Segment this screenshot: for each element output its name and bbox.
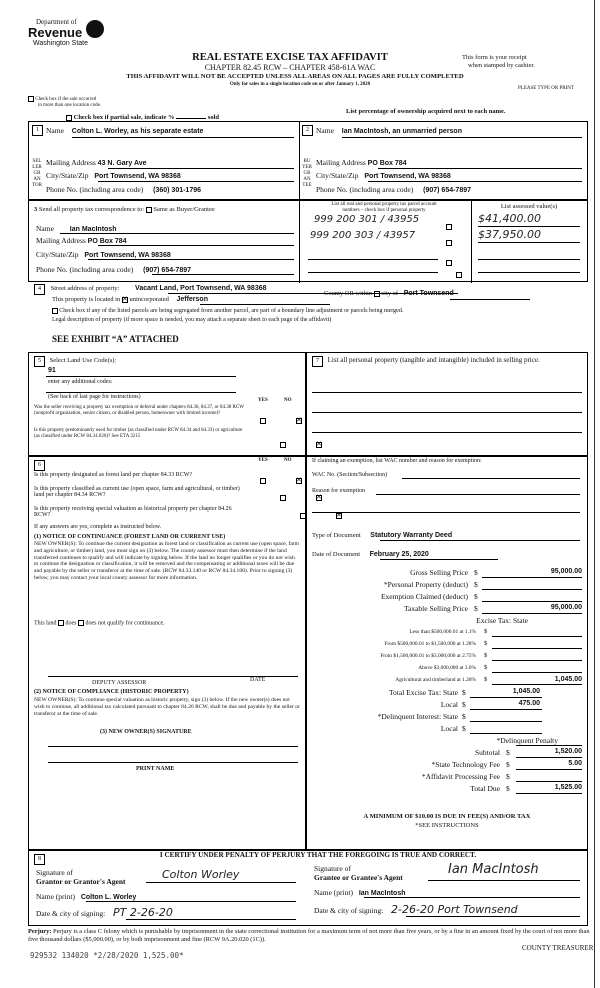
buyer-mailing: PO Box 784 bbox=[367, 160, 407, 167]
tax-label: Exemption Claimed (deduct) bbox=[380, 592, 468, 601]
bracket-label: Less than $500,000.01 at 1.1% bbox=[409, 629, 476, 635]
does-checkbox[interactable] bbox=[58, 620, 64, 626]
date-label: DATE bbox=[250, 677, 266, 683]
tax-row bbox=[306, 604, 588, 616]
bracket-row bbox=[306, 676, 588, 687]
city-of-label: city of bbox=[381, 290, 399, 297]
continuance-title: (1) NOTICE OF CONTINUANCE (FOREST LAND OR CURRENT USE) bbox=[34, 534, 226, 540]
perjury-text: Perjury is a class C felony which is punishable by imprisonment in the state correctional institution for a maximum term of not more than five years, or by a fine in an amount fixed by the court of not more than five thousand dollars ($5,000.00), or by both imprisonment and fine (RCW 9A.20.020 (1C)). bbox=[28, 928, 590, 943]
total-row bbox=[306, 724, 588, 736]
total-label: Local bbox=[440, 724, 458, 733]
yes-header: YES bbox=[258, 458, 268, 463]
forest-yes-checkbox[interactable] bbox=[260, 478, 266, 484]
name-left-label: Name (print) bbox=[36, 892, 75, 901]
receipt-note-1: This form is your receipt bbox=[462, 54, 527, 61]
bracket-row bbox=[306, 664, 588, 675]
bracket-currency: $ bbox=[484, 628, 488, 635]
same-as-buyer-label: Same as Buyer/Grantee bbox=[153, 206, 215, 213]
bracket-currency: $ bbox=[484, 640, 488, 647]
assessed-value: $37,950.00 bbox=[478, 228, 541, 241]
continuance-text: NEW OWNER(S): To continue the current designation as forest land or classification as current use (open space, farm and agriculture, or timber) land, you must sign on (3) below. The county assessor must then determine if the land transferred continues to qualify and will indicate by signing below. If the land no longer qualifies or you do not wish to continue the designation or classification, it will be removed and the compensating or additional taxes will be due and payable by the seller or transferor at the time of sale. (RCW 84.33.140 or RCW 84.34.108). Prior to signing (3) below, you may contact your local county assessor for more information. bbox=[34, 541, 300, 581]
buyer-phone: (907) 654-7897 bbox=[423, 187, 472, 194]
compliance-text: NEW OWNER(S): To continue special valuation as historic property, sign (3) below. If the new owner(s) does not wish to continue, all additional tax calculated pursuant to chapter 84.26 RCW, shall be due and payable by the seller or transferor at the time of sale. bbox=[34, 697, 300, 717]
date-right-label: Date & city of signing: bbox=[314, 906, 384, 915]
q2-yes-checkbox[interactable] bbox=[280, 442, 286, 448]
same-as-buyer-checkbox[interactable] bbox=[146, 207, 152, 213]
seller-name-label: Name bbox=[46, 126, 64, 135]
section-number: 5 bbox=[34, 356, 45, 367]
corr-phone: (907) 654-7897 bbox=[143, 267, 192, 274]
no-header: NO bbox=[284, 398, 292, 403]
no-header: NO bbox=[284, 458, 292, 463]
perjury-notice bbox=[28, 928, 590, 943]
bracket-label: From $1,500,000.01 to $3,000,000 at 2.75% bbox=[380, 653, 476, 659]
bracket-currency: $ bbox=[484, 652, 488, 659]
bracket-currency: $ bbox=[484, 664, 488, 671]
personal-property-checkbox[interactable] bbox=[456, 272, 462, 278]
seller-city-label: City/State/Zip bbox=[46, 171, 89, 180]
tax-label: *Personal Property (deduct) bbox=[383, 580, 468, 589]
tax-label: Taxable Selling Price bbox=[403, 604, 468, 613]
partial-sale-check: Check box if partial sale, indicate % sold bbox=[66, 114, 219, 122]
total-currency: $ bbox=[462, 712, 466, 721]
total-label: Total Excise Tax: State bbox=[388, 688, 458, 697]
multi-loc-check: Check box if the sale occurred in more than one location code. bbox=[28, 96, 101, 109]
total-row bbox=[306, 760, 588, 772]
section5 bbox=[28, 352, 306, 456]
doc-type-label: Type of Document bbox=[312, 532, 361, 539]
buyer-city-label: City/State/Zip bbox=[316, 171, 359, 180]
section-number: 7 bbox=[312, 356, 323, 367]
land-use-label: Select Land Use Code(s): bbox=[49, 357, 117, 364]
parcel-row bbox=[300, 230, 588, 244]
total-label: Total Due bbox=[470, 784, 500, 793]
total-label: *Delinquent Interest: State bbox=[377, 712, 458, 721]
total-label: *Affidavit Processing Fee bbox=[421, 772, 500, 781]
grantor-print-name: Colton L. Worley bbox=[80, 894, 137, 901]
grantee-signature: Ian MacIntosh bbox=[448, 862, 539, 877]
total-value: 1,520.00 bbox=[554, 748, 582, 755]
bracket-currency: $ bbox=[484, 676, 488, 683]
forest-no-checkbox[interactable] bbox=[296, 478, 302, 484]
exemption-label: If claiming an exemption, list WAC number and reason for exemption: bbox=[312, 458, 482, 464]
exemption-question: Was the seller receiving a property tax exemption or deferral under chapters 84.36, 84.37, or 84.38 RCW (nonprofit organization, senior citizen, or disabled person, homeowner with limited income)? bbox=[34, 405, 244, 416]
total-currency: $ bbox=[462, 688, 466, 697]
section6 bbox=[28, 456, 306, 850]
grantee-date-city: 2-26-20 Port Townsend bbox=[391, 903, 518, 916]
personal-property-label: List all personal property (tangible and intangible) included in selling price. bbox=[327, 356, 540, 364]
corr-name-label: Name bbox=[36, 224, 54, 233]
segregated-label: Check box if any of the listed parcels are being segregated from another parcel, are part of a boundary line adjustment or parcels being merged. bbox=[59, 308, 404, 315]
city-of-checkbox[interactable] bbox=[374, 291, 380, 297]
yes-header: YES bbox=[258, 398, 268, 403]
section-number: 3 bbox=[34, 206, 38, 213]
tax-row bbox=[306, 592, 588, 604]
total-row bbox=[306, 784, 588, 796]
seller-mailing: 43 N. Gary Ave bbox=[97, 160, 147, 167]
buyer-name-label: Name bbox=[316, 126, 334, 135]
unincorporated-checkbox[interactable] bbox=[122, 297, 128, 303]
buyer-phone-label: Phone No. (including area code) bbox=[316, 185, 414, 194]
see-instructions: *SEE INSTRUCTIONS bbox=[415, 822, 479, 829]
see-back-note: (See back of last page for instructions) bbox=[48, 394, 141, 400]
dept-line1: Department of bbox=[36, 18, 77, 26]
seller-phone-label: Phone No. (including area code) bbox=[46, 185, 144, 194]
doc-type: Statutory Warranty Deed bbox=[370, 532, 453, 539]
corr-phone-label: Phone No. (including area code) bbox=[36, 265, 134, 274]
total-row bbox=[306, 712, 588, 724]
section-number: 4 bbox=[34, 284, 45, 295]
doc-date: February 25, 2020 bbox=[369, 551, 429, 558]
see-exhibit: SEE EXHIBIT “A” ATTACHED bbox=[52, 334, 179, 344]
section-number: 1 bbox=[32, 125, 43, 136]
sig-right-label-2: Grantee or Grantee's Agent bbox=[314, 873, 403, 882]
seller-name: Colton L. Worley, as his separate estate bbox=[71, 128, 204, 135]
form-warning: THIS AFFIDAVIT WILL NOT BE ACCEPTED UNLESS ALL AREAS ON ALL PAGES ARE FULLY COMPLETED bbox=[126, 73, 464, 80]
corr-city: Port Townsend, WA 98368 bbox=[84, 252, 171, 259]
parcel-number: 999 200 301 / 43955 bbox=[314, 214, 420, 225]
unincorporated-label: unincorporated bbox=[129, 296, 169, 303]
correspondence-section bbox=[28, 200, 298, 282]
compliance-title: (2) NOTICE OF COMPLIANCE (HISTORIC PROPERTY) bbox=[34, 689, 189, 695]
new-owner-sig-label: (3) NEW OWNER(S) SIGNATURE bbox=[100, 729, 192, 735]
tax-currency: $ bbox=[474, 580, 478, 589]
seller-side-label: SELLER GRANTOR bbox=[32, 159, 42, 188]
section-number: 8 bbox=[34, 854, 45, 865]
tax-label: Excise Tax: State bbox=[476, 616, 528, 625]
current-use-yes-checkbox[interactable] bbox=[280, 495, 286, 501]
parcel-list bbox=[300, 212, 588, 241]
bracket-row bbox=[306, 640, 588, 651]
legal-description-label: Legal description of property (if more space is needed, you may attach a separate sheet to each page of the affidavit) bbox=[52, 317, 332, 323]
seller-city: Port Townsend, WA 98368 bbox=[94, 173, 181, 180]
tax-currency: $ bbox=[474, 568, 478, 577]
name-right-label: Name (print) bbox=[314, 888, 353, 897]
total-currency: $ bbox=[506, 760, 510, 769]
land-use-code: 91 bbox=[48, 367, 56, 374]
total-label: Subtotal bbox=[474, 748, 500, 757]
grantor-signature: Colton Worley bbox=[162, 868, 240, 881]
assessed-header: List assessed value(s) bbox=[500, 203, 558, 210]
buyer-section bbox=[298, 121, 588, 200]
county-treasurer: COUNTY TREASURER bbox=[522, 944, 594, 952]
located-label: This property is located in bbox=[52, 296, 121, 303]
historic-question: Is this property receiving special valuation as historical property per chapter 84.26 RCW? bbox=[34, 506, 232, 518]
timber-question: Is this property predominantly used for timber (as classified under RCW 84.34 and 84.33) or agriculture (as classified under RCW 84.34.020)? See ETA 3215 bbox=[34, 428, 243, 439]
total-label: *Delinquent Penalty bbox=[496, 736, 558, 745]
sig-left-label-1: Signature of bbox=[36, 868, 73, 877]
bracket-label: Agricultural and timberland at 1.28% bbox=[395, 677, 476, 683]
parcel-row bbox=[300, 214, 588, 228]
partial-sale-checkbox[interactable] bbox=[66, 115, 72, 121]
total-row bbox=[306, 748, 588, 760]
bracket-label: Above $3,000,000 at 3.0% bbox=[418, 665, 476, 671]
dept-line3: Washington State bbox=[33, 40, 88, 47]
total-currency: $ bbox=[506, 772, 510, 781]
bracket-row bbox=[306, 628, 588, 639]
parcel-number: 999 200 303 / 43957 bbox=[310, 230, 416, 241]
total-value: 5.00 bbox=[568, 760, 582, 767]
total-label: *State Technology Fee bbox=[431, 760, 500, 769]
corr-mailing: PO Box 784 bbox=[87, 238, 127, 245]
parcel-header: List all real and personal property tax parcel account numbers – check box if personal property bbox=[331, 202, 437, 213]
multi-loc-checkbox[interactable] bbox=[28, 96, 34, 102]
assessed-value: $41,400.00 bbox=[478, 212, 541, 225]
tax-value: 95,000.00 bbox=[550, 604, 582, 611]
sig-right-label-1: Signature of bbox=[314, 864, 351, 873]
perjury-label: Perjury: bbox=[28, 928, 52, 935]
bracket-value: 1,045.00 bbox=[554, 676, 582, 683]
tax-row bbox=[306, 568, 588, 580]
city-name: Port Townsend bbox=[403, 290, 454, 297]
total-currency: $ bbox=[506, 748, 510, 757]
form-title: REAL ESTATE EXCISE TAX AFFIDAVIT bbox=[192, 52, 388, 63]
minimum-note: A MINIMUM OF $10.00 IS DUE IN FEE(S) AND/OR TAX bbox=[363, 813, 531, 820]
current-use-question: Is this property classified as current use (open space, farm and agricultural, or timber) land per chapter 84.34 RCW? bbox=[34, 486, 240, 498]
doc-date-label: Date of Document bbox=[312, 551, 361, 558]
q1-no-checkbox[interactable] bbox=[296, 418, 302, 424]
q1-yes-checkbox[interactable] bbox=[260, 418, 266, 424]
total-label: Local bbox=[440, 700, 458, 709]
receipt-note-2: when stamped by cashier. bbox=[468, 62, 535, 69]
property-section bbox=[28, 282, 588, 352]
total-value: 1,045.00 bbox=[512, 688, 540, 695]
please-type: PLEASE TYPE OR PRINT bbox=[518, 86, 574, 91]
bracket-label: From $500,000.01 to $1,500,000 at 1.28% bbox=[384, 641, 476, 647]
if-yes-note: If any answers are yes, complete as instructed below. bbox=[34, 524, 162, 530]
grantor-date-city: PT 2-26-20 bbox=[113, 906, 173, 919]
does-not-label: does not qualify for continuance. bbox=[85, 620, 165, 627]
seller-mailing-label: Mailing Address bbox=[46, 158, 96, 167]
county-label: County OR within bbox=[324, 290, 373, 297]
cashier-receipt-stamp: 929532 134020 *2/28/2020 1,525.00* bbox=[30, 951, 184, 960]
street-label: Street address of property: bbox=[50, 285, 120, 292]
corr-name: Ian MacIntosh bbox=[69, 226, 117, 233]
date-left-label: Date & city of signing: bbox=[36, 909, 106, 918]
tax-row bbox=[306, 580, 588, 592]
seller-section bbox=[28, 121, 298, 200]
tax-column bbox=[306, 456, 588, 850]
total-currency: $ bbox=[506, 784, 510, 793]
additional-codes-label: enter any additional codes: bbox=[48, 379, 113, 385]
correspondence-label: Send all property tax correspondence to: bbox=[38, 206, 145, 213]
forest-question: Is this property designated as forest land per chapter 84.33 RCW? bbox=[34, 472, 193, 478]
buyer-mailing-label: Mailing Address bbox=[316, 158, 366, 167]
corr-city-label: City/State/Zip bbox=[36, 250, 79, 259]
total-row bbox=[306, 688, 588, 700]
section-number: 6 bbox=[34, 460, 45, 471]
personal-property-checkbox[interactable] bbox=[446, 240, 452, 246]
corr-mailing-label: Mailing Address bbox=[36, 236, 86, 245]
deputy-assessor-label: DEPUTY ASSESSOR bbox=[92, 680, 147, 686]
section-number: 2 bbox=[302, 125, 313, 136]
total-row bbox=[306, 772, 588, 784]
total-row bbox=[306, 736, 588, 748]
total-currency: $ bbox=[462, 724, 466, 733]
tax-label: Gross Selling Price bbox=[410, 568, 468, 577]
total-value: 1,525.00 bbox=[554, 784, 582, 791]
bracket-row bbox=[306, 652, 588, 663]
does-label: does bbox=[65, 620, 77, 627]
logo-circle-icon bbox=[86, 20, 104, 38]
buyer-city: Port Townsend, WA 98368 bbox=[364, 173, 451, 180]
does-not-checkbox[interactable] bbox=[78, 620, 84, 626]
county-name: Jefferson bbox=[176, 296, 208, 303]
buyer-name: Ian MacIntosh, an unmarried person bbox=[341, 128, 462, 135]
tax-value: 95,000.00 bbox=[550, 568, 582, 575]
total-value: 475.00 bbox=[518, 700, 540, 707]
sig-left-label-2: Grantor or Grantor's Agent bbox=[36, 877, 126, 886]
reason-label: Reason for exemption bbox=[312, 488, 365, 494]
this-land-label: This land bbox=[34, 620, 57, 627]
total-row bbox=[306, 700, 588, 712]
only-for-note: Only for sales in a single location code on or after January 1, 2020 bbox=[229, 82, 371, 87]
tax-row bbox=[306, 616, 588, 628]
tax-currency: $ bbox=[474, 604, 478, 613]
segregated-checkbox[interactable] bbox=[52, 308, 58, 314]
dept-line2: Revenue bbox=[28, 25, 83, 40]
grantee-print-name: Ian MacIntosh bbox=[358, 890, 406, 897]
print-name-label: PRINT NAME bbox=[136, 766, 175, 772]
street-address: Vacant Land, Port Townsend, WA 98368 bbox=[135, 285, 267, 292]
personal-property-checkbox[interactable] bbox=[446, 260, 452, 266]
section7 bbox=[306, 352, 588, 456]
tax-currency: $ bbox=[474, 592, 478, 601]
total-currency: $ bbox=[462, 700, 466, 709]
form-subtitle: CHAPTER 82.45 RCW – CHAPTER 458-61A WAC bbox=[204, 63, 376, 72]
buyer-side-label: BUYER GRANTEE bbox=[302, 159, 312, 188]
seller-phone: (360) 301-1796 bbox=[153, 187, 202, 194]
dor-logo bbox=[18, 18, 118, 54]
ownership-note: List percentage of ownership acquired next to each name. bbox=[346, 108, 506, 115]
scan-edge-line bbox=[594, 0, 595, 988]
wac-label: WAC No. (Section/Subsection) bbox=[312, 472, 388, 478]
certify-statement: I CERTIFY UNDER PENALTY OF PERJURY THAT THE FOREGOING IS TRUE AND CORRECT. bbox=[159, 851, 477, 859]
